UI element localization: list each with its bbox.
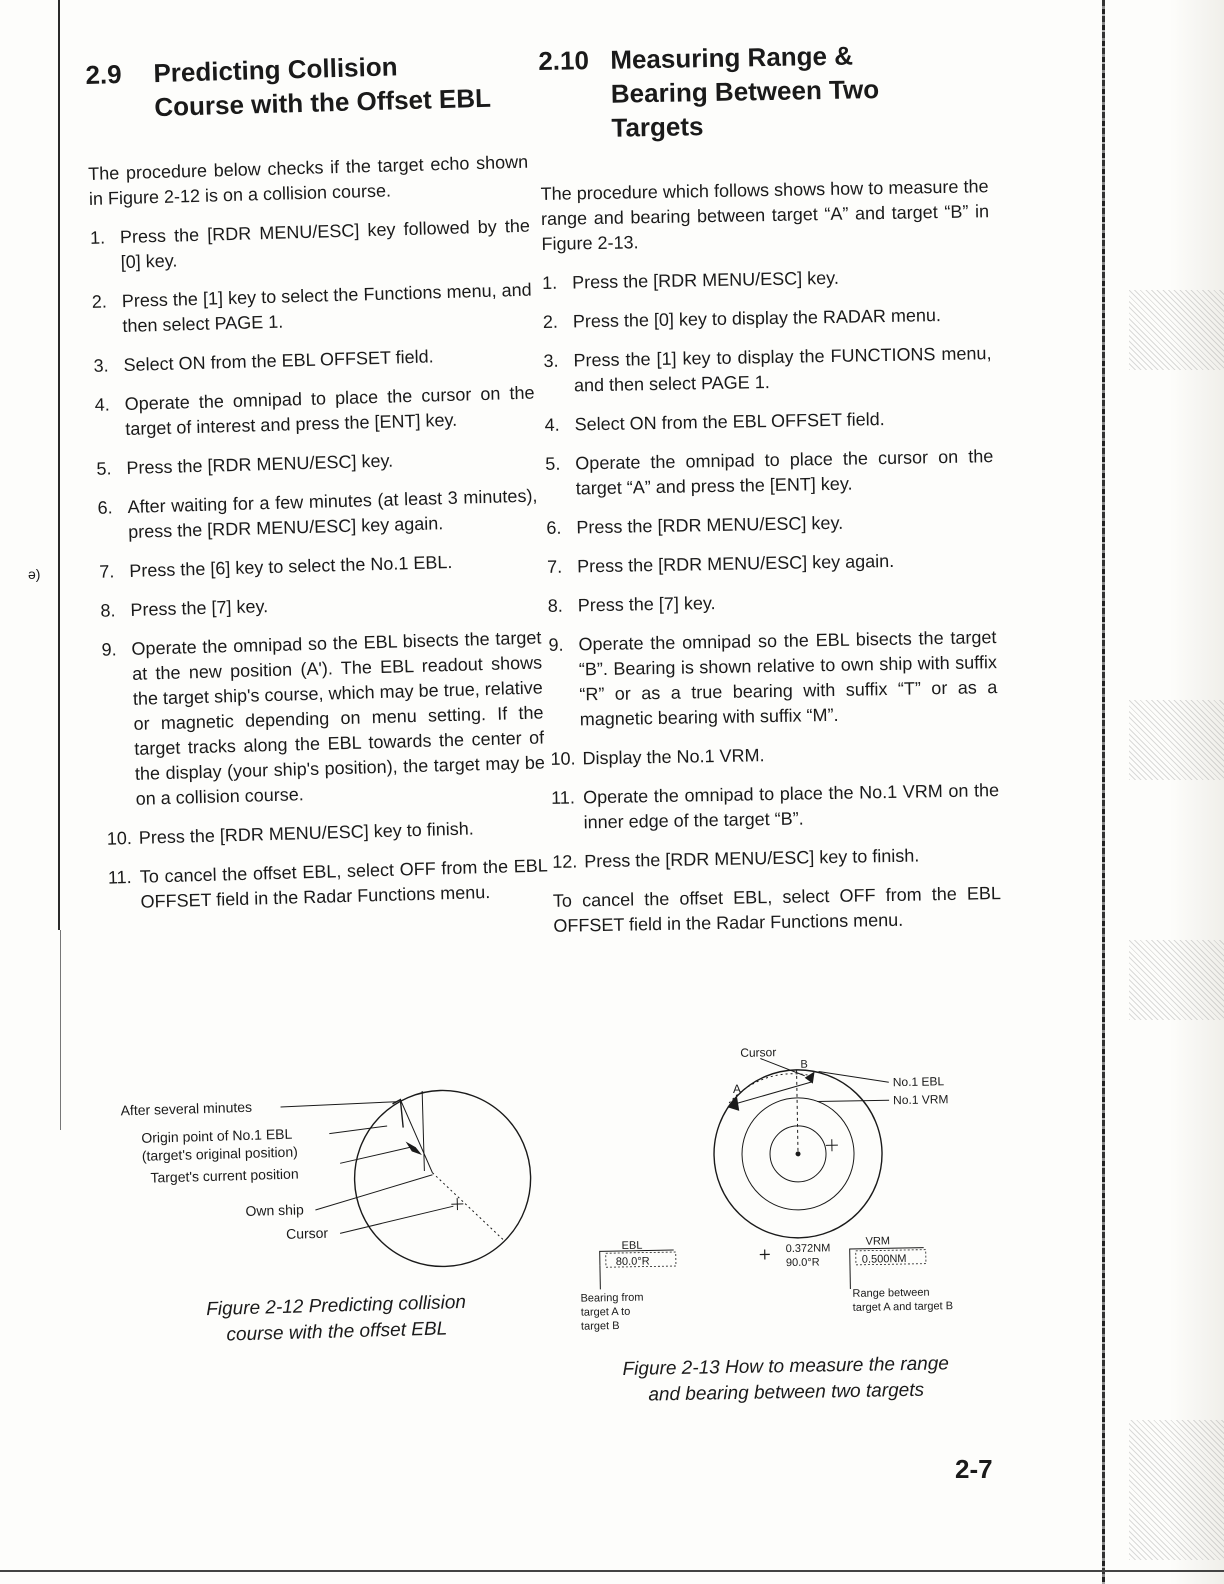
- step-item: [542, 263, 990, 296]
- step-text: Press the [7] key.: [577, 592, 716, 616]
- label-no1-ebl: No.1 EBL: [892, 1074, 945, 1090]
- step-number: 8.: [547, 595, 563, 616]
- step-number: 3.: [93, 355, 109, 376]
- label-target-b: B: [800, 1058, 808, 1071]
- step-number: 4.: [544, 414, 560, 435]
- step-number: 8.: [100, 600, 116, 621]
- step-text: Operate the omnipad so the EBL bisects the target “B”. Bearing is shown relative to own ship with suffix “R” or as a true bearing with suffix “T” or as a magnetic bearing with suffix “M”.: [578, 627, 998, 730]
- step-item: [93, 342, 534, 379]
- scan-noise: [1129, 700, 1224, 780]
- collision-diagram: [100, 1078, 545, 1290]
- target-b-echo: [805, 1072, 815, 1084]
- step-text: Select ON from the EBL OFFSET field.: [123, 346, 434, 376]
- step-text: Select ON from the EBL OFFSET field.: [574, 409, 885, 435]
- step-item: [100, 587, 541, 624]
- section-number: 2.10: [538, 45, 590, 76]
- step-item: [543, 302, 991, 335]
- label-origin-point: Origin point of No.1 EBL: [141, 1125, 293, 1146]
- step-number: 12.: [552, 851, 578, 872]
- step-item: [551, 778, 1000, 836]
- step-item: [547, 547, 995, 580]
- step-number: 1.: [89, 227, 106, 248]
- step-number: 11.: [107, 867, 132, 888]
- step-text: Press the [6] key to select the No.1 EBL.: [129, 551, 453, 581]
- ebl-box-title: EBL: [621, 1239, 643, 1252]
- dotted-range-line: [432, 1171, 504, 1243]
- page-binding-edge-lower: [60, 930, 61, 1130]
- outro-paragraph: To cancel the offset EBL, select OFF from the EBL OFFSET field in the Radar Functions menu.: [552, 883, 1002, 936]
- step-text: Press the [RDR MENU/ESC] key.: [576, 512, 844, 538]
- step-text: Press the [RDR MENU/ESC] key followed by the [0] key.: [119, 215, 531, 273]
- right-binding-line: [1102, 0, 1105, 1584]
- bearing-from-label: Bearing from: [580, 1291, 644, 1305]
- step-number: 7.: [546, 556, 563, 577]
- leader-ebl: [819, 1070, 889, 1083]
- step-item: [108, 853, 549, 915]
- range-bearing-diagram: [560, 1032, 1005, 1350]
- leader-cursor: [760, 1058, 804, 1077]
- offset-ebl-line: [400, 1099, 432, 1174]
- procedure-steps: [542, 263, 1000, 875]
- own-ship-dot: [795, 1151, 800, 1156]
- leader-origin: [329, 1126, 387, 1134]
- section-title: Predicting Collision Course with the Offset EBL: [153, 51, 492, 123]
- step-text: Press the [0] key to display the RADAR menu.: [572, 305, 942, 332]
- step-text: Press the [RDR MENU/ESC] key to finish.: [138, 818, 475, 848]
- label-current-position: Target's current position: [150, 1165, 299, 1186]
- scan-noise: [1129, 1420, 1224, 1560]
- step-text: After waiting for a few minutes (at least 3 minutes), press the [RDR MENU/ESC] key again.: [127, 485, 538, 542]
- figure-2-12: [100, 1078, 548, 1370]
- heading-line: [797, 1070, 798, 1154]
- ebl-box-value: 80.0°R: [615, 1255, 650, 1269]
- step-number: 3.: [543, 350, 559, 371]
- intro-paragraph: The procedure which follows shows how to measure the range and bearing between target “A” and target “B” in Figure 2-13.: [540, 176, 990, 254]
- step-number: 2.: [542, 311, 559, 332]
- section-heading: [85, 46, 527, 126]
- step-text: To cancel the offset EBL, select OFF from the EBL OFFSET field in the Radar Functions menu.: [139, 855, 549, 912]
- scan-noise: [1129, 290, 1224, 370]
- step-number: 7.: [99, 561, 115, 582]
- step-text: Operate the omnipad to place the cursor on the target “A” and press the [ENT] key.: [575, 446, 994, 499]
- bearing-from-label: target A to: [580, 1305, 631, 1319]
- page-number: 2-7: [955, 1454, 993, 1484]
- heading-line: [422, 1091, 424, 1171]
- step-text: Press the [RDR MENU/ESC] key.: [571, 267, 840, 293]
- step-number: 1.: [541, 272, 558, 293]
- step-item: [543, 341, 992, 399]
- intro-paragraph: The procedure below checks if the target echo shown in Figure 2-12 is on a collision course.: [87, 151, 529, 209]
- right-page-edge: [1088, 0, 1224, 1584]
- leader-own-ship: [315, 1175, 434, 1210]
- step-item: [550, 739, 998, 772]
- step-text: Display the No.1 VRM.: [582, 745, 765, 769]
- section-2-10: [538, 36, 1002, 953]
- figure-caption: Figure 2-12 Predicting collision course with the offset EBL: [205, 1291, 467, 1346]
- leader-vrm: [817, 1100, 889, 1101]
- cursor-range-readout: 0.372NM: [785, 1242, 831, 1256]
- vrm-box-title: VRM: [865, 1235, 891, 1248]
- label-own-ship: Own ship: [245, 1201, 304, 1219]
- step-item: [96, 445, 537, 482]
- step-item: [545, 444, 994, 502]
- step-text: Press the [RDR MENU/ESC] key.: [126, 450, 394, 478]
- bearing-from-label: target B: [580, 1320, 620, 1333]
- step-item: [106, 814, 547, 851]
- offset-ebl-line: [731, 1082, 813, 1105]
- step-text: Press the [RDR MENU/ESC] key again.: [576, 550, 895, 577]
- label-after-several-minutes: After several minutes: [120, 1098, 253, 1119]
- margin-mark: ə): [28, 566, 41, 582]
- figure-caption: Figure 2-13 How to measure the range and bearing between two targets: [622, 1353, 950, 1406]
- step-number: 4.: [94, 394, 110, 415]
- vrm-arc: [729, 1073, 811, 1103]
- target-trail: [392, 1100, 403, 1128]
- step-item: [97, 484, 538, 546]
- scan-noise: [1129, 940, 1224, 1020]
- step-number: 11.: [550, 787, 576, 808]
- label-target-a: A: [732, 1081, 742, 1096]
- step-item: [548, 625, 998, 733]
- step-number: 9.: [101, 639, 117, 660]
- step-text: Press the [7] key.: [130, 596, 269, 620]
- page-binding-edge: [58, 0, 60, 930]
- step-text: Operate the omnipad so the EBL bisects the target at the new position (A'). The EBL readout shows the target ship's course, which may be true, relative or magnetic depending on menu setting. If the target tracks along the EBL towards the center of the display (your ship's position), the target may be on a collision course.: [131, 627, 546, 809]
- step-text: Operate the omnipad to place the cursor on the target of interest and press the [ENT] key.: [124, 382, 535, 440]
- procedure-steps: [90, 214, 549, 916]
- range-between-label: target A and target B: [852, 1300, 954, 1314]
- step-item: [548, 586, 996, 619]
- step-text: Operate the omnipad to place the No.1 VRM on the inner edge of the target “B”.: [582, 780, 1000, 833]
- label-cursor: Cursor: [740, 1045, 777, 1060]
- step-item: [552, 842, 1000, 875]
- section-2-9: [85, 46, 549, 930]
- vrm-box-value: 0.500NM: [861, 1252, 907, 1266]
- range-between-label: Range between: [852, 1286, 930, 1300]
- step-item: [91, 278, 532, 340]
- step-number: 10.: [550, 748, 576, 769]
- step-item: [544, 405, 992, 438]
- step-item: [546, 508, 994, 541]
- step-item: [101, 625, 546, 812]
- step-text: Press the [1] key to select the Functions menu, and then select PAGE 1.: [121, 279, 532, 337]
- step-number: 10.: [106, 828, 133, 849]
- label-no1-vrm: No.1 VRM: [892, 1092, 949, 1108]
- step-number: 5.: [545, 453, 561, 474]
- step-text: Press the [1] key to display the FUNCTIONS menu, and then select PAGE 1.: [573, 343, 992, 396]
- step-number: 9.: [548, 634, 564, 655]
- leader-after-several: [280, 1102, 396, 1107]
- step-number: 5.: [96, 458, 112, 479]
- section-heading: [538, 36, 988, 146]
- step-item: [99, 548, 540, 585]
- step-number: 6.: [97, 497, 113, 518]
- label-cursor: Cursor: [285, 1224, 329, 1242]
- step-item: [90, 214, 531, 276]
- step-text: Press the [RDR MENU/ESC] key to finish.: [584, 845, 920, 872]
- section-number: 2.9: [85, 58, 123, 90]
- step-item: [94, 381, 535, 443]
- leader-current: [340, 1147, 410, 1163]
- step-number: 2.: [91, 291, 108, 312]
- label-origin-point-sub: (target's original position): [141, 1143, 298, 1164]
- step-number: 6.: [546, 517, 562, 538]
- leader-cursor: [339, 1206, 454, 1233]
- radar-ring: [352, 1088, 533, 1269]
- figure-2-13: [560, 1032, 1007, 1420]
- section-title: Measuring Range & Bearing Between Two Targets: [610, 40, 880, 143]
- cursor-bearing-readout: 90.0°R: [785, 1256, 820, 1270]
- page-bottom-edge: [0, 1570, 1224, 1572]
